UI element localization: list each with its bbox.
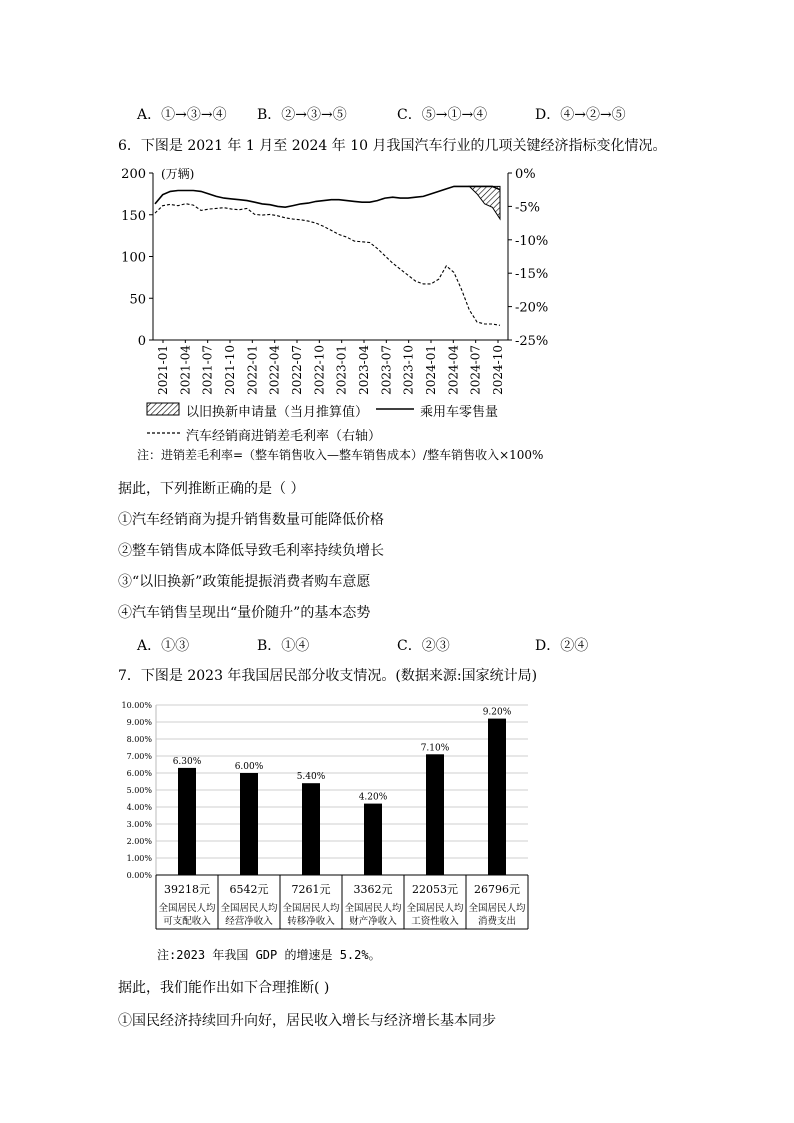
left-tick-label: 150: [121, 208, 146, 224]
x-tick-label: 2024-07: [468, 345, 483, 395]
q6-statement-3: ③“以旧换新”政策能提振消费者购车意愿: [118, 574, 371, 590]
bar-data-label: 7.10%: [420, 743, 450, 754]
q5-option-d[interactable]: D．④→②→⑤: [535, 107, 626, 123]
category-name-line1: 全国居民人均: [282, 903, 340, 914]
bar-data-label: 9.20%: [482, 707, 512, 718]
category-name-line1: 全国居民人均: [344, 903, 402, 914]
right-tick-label: -25%: [515, 334, 549, 349]
category-name-line2: 经营净收入: [225, 916, 273, 927]
category-name-line1: 全国居民人均: [468, 903, 526, 914]
x-tick-label: 2024-01: [424, 345, 438, 395]
bar: [240, 773, 258, 875]
x-tick-label: 2023-01: [334, 345, 349, 395]
category-name-line1: 全国居民人均: [158, 903, 216, 914]
x-tick-label: 2022-01: [245, 345, 260, 395]
series-gross-margin-dashed-line: [155, 204, 500, 326]
q6-option-a[interactable]: A．①③: [137, 638, 190, 654]
category-name-line2: 工资性收入: [411, 916, 459, 927]
q5-option-c[interactable]: C．⑤→①→④: [397, 107, 488, 123]
q5-option-b[interactable]: B．②→③→⑤: [257, 107, 347, 123]
q6-prompt: 据此，下列推断正确的是（ ）: [118, 481, 305, 497]
right-tick-label: -15%: [515, 267, 549, 283]
y-tick-label: 9.00%: [126, 718, 152, 727]
category-name-line2: 转移净收入: [287, 916, 335, 927]
x-tick-label: 2024-04: [446, 345, 461, 395]
q6-statement-4: ④汽车销售呈现出“量价随升”的基本态势: [118, 605, 371, 621]
bar: [426, 754, 444, 875]
left-axis-unit: (万辆): [161, 167, 195, 181]
bar: [364, 804, 382, 875]
bar: [488, 719, 506, 875]
q6-option-b[interactable]: B．①④: [257, 638, 310, 654]
q5-option-a[interactable]: A．①→③→④: [137, 107, 227, 123]
q6-legend-hatch-swatch: [146, 402, 180, 416]
bar-data-label: 6.00%: [234, 762, 264, 772]
q6-option-c[interactable]: C．②③: [397, 638, 450, 654]
q6-legend-hatch-label: 以旧换新申请量（当月推算值）: [186, 405, 369, 420]
q7-note: 注:2023 年我国 GDP 的增速是 5.2%。: [157, 948, 381, 962]
category-value-label: 7261元: [291, 883, 331, 896]
category-name-line2: 消费支出: [477, 916, 517, 927]
y-tick-label: 6.00%: [126, 769, 152, 778]
x-tick-label: 2022-04: [267, 345, 282, 395]
y-tick-label: 2.00%: [126, 837, 152, 846]
y-tick-label: 7.00%: [126, 752, 152, 761]
y-tick-label: 10.00%: [121, 701, 152, 710]
y-tick-label: 0.00%: [126, 871, 152, 880]
right-tick-label: 0%: [515, 167, 536, 182]
category-name-line2: 可支配收入: [163, 916, 211, 927]
y-tick-label: 1.00%: [126, 854, 152, 863]
right-tick-label: -20%: [515, 300, 549, 316]
y-tick-label: 4.00%: [126, 803, 152, 812]
series-retail-sales-line: [155, 186, 500, 207]
q6-legend-dashed-swatch: [146, 426, 182, 440]
right-tick-label: -10%: [515, 233, 549, 249]
q6-option-d[interactable]: D．②④: [535, 638, 589, 654]
bar-data-label: 5.40%: [296, 772, 326, 783]
q7-prompt: 据此，我们能作出如下合理推断( ): [118, 980, 330, 996]
q7-stem: 7．下图是 2023 年我国居民部分收支情况。(数据来源:国家统计局): [118, 668, 538, 684]
x-tick-label: 2024-10: [491, 345, 505, 395]
x-tick-label: 2021-07: [200, 345, 215, 395]
left-tick-label: 50: [129, 292, 146, 308]
bar-data-label: 6.30%: [172, 756, 202, 767]
left-tick-label: 200: [121, 167, 146, 182]
q6-statement-1: ①汽车经销商为提升销售数量可能降低价格: [118, 512, 384, 528]
category-name-line1: 全国居民人均: [220, 903, 278, 914]
bar: [302, 783, 320, 875]
x-tick-label: 2022-10: [312, 345, 327, 395]
q6-legend-dashed-label: 汽车经销商进销差毛利率（右轴）: [186, 429, 382, 444]
q6-stem: 6．下图是 2021 年 1 月至 2024 年 10 月我国汽车行业的几项关键经济指标变化情况。: [118, 138, 667, 154]
q7-bar-chart: [110, 695, 540, 935]
category-value-label: 3362元: [353, 883, 393, 896]
left-tick-label: 100: [121, 250, 146, 266]
category-value-label: 26796元: [474, 883, 520, 896]
series-hatch-area: [469, 186, 500, 219]
category-name-line2: 财产净收入: [349, 916, 397, 927]
y-tick-label: 3.00%: [126, 820, 152, 829]
bar: [178, 768, 196, 875]
q7-statement-1: ①国民经济持续回升向好，居民收入增长与经济增长基本同步: [118, 1013, 496, 1029]
bar-data-label: 4.20%: [358, 792, 388, 803]
x-tick-label: 2021-01: [156, 345, 170, 395]
x-tick-label: 2023-10: [401, 345, 416, 395]
right-tick-label: -5%: [515, 200, 541, 216]
q6-note: 注：进销差毛利率=（整车销售收入—整车销售成本）/整车销售收入×100%: [137, 448, 544, 462]
q6-legend-solid-label: 乘用车零售量: [420, 405, 499, 420]
category-value-label: 6542元: [229, 883, 269, 896]
q6-legend-solid-swatch: [375, 402, 415, 416]
category-value-label: 22053元: [412, 883, 458, 896]
y-tick-label: 5.00%: [126, 786, 152, 795]
left-tick-label: 0: [137, 334, 146, 349]
x-tick-label: 2022-07: [290, 345, 304, 395]
x-tick-label: 2023-07: [379, 345, 394, 395]
q6-statement-2: ②整车销售成本降低导致毛利率持续负增长: [118, 543, 384, 559]
x-tick-label: 2021-10: [223, 345, 237, 395]
x-tick-label: 2021-04: [178, 345, 193, 395]
y-tick-label: 8.00%: [126, 735, 152, 744]
x-tick-label: 2023-04: [357, 345, 371, 395]
category-name-line1: 全国居民人均: [406, 903, 464, 914]
category-value-label: 39218元: [164, 883, 210, 896]
